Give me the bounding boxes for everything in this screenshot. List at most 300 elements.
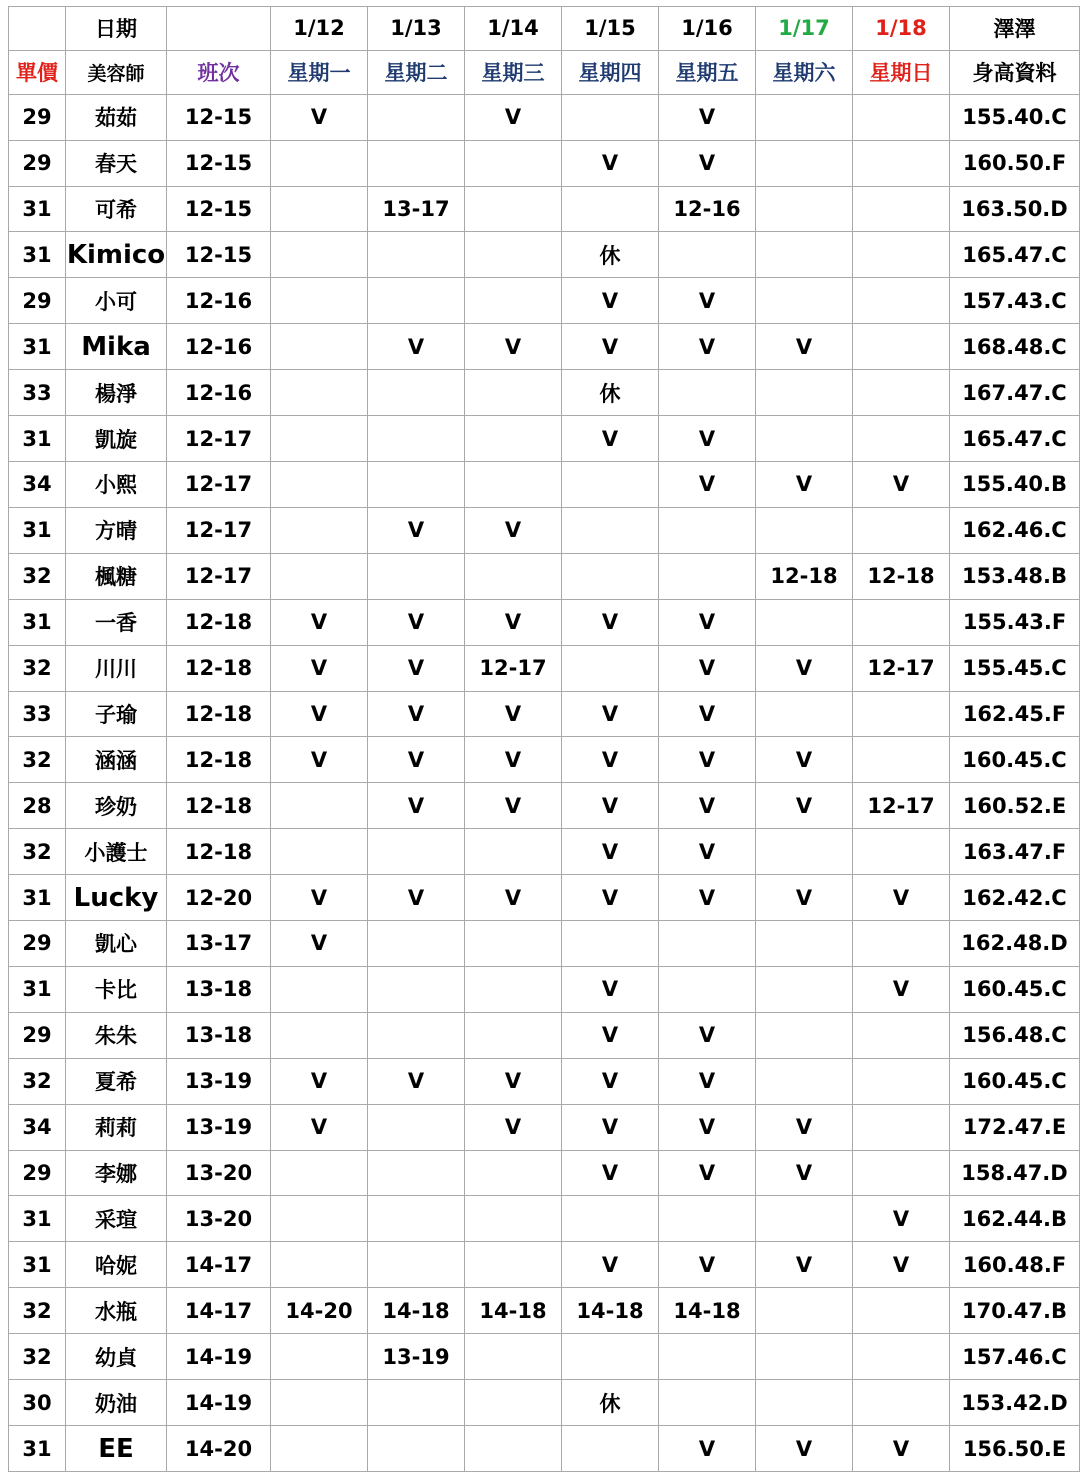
table-row bbox=[9, 1150, 1080, 1196]
stylist-name-cell: 一香 bbox=[66, 599, 167, 645]
height-cell: 167.47.C bbox=[950, 370, 1080, 416]
day-cell: V bbox=[659, 1426, 756, 1472]
day-cell: V bbox=[562, 783, 659, 829]
day-cell: V bbox=[659, 94, 756, 140]
weekday-6: 星期六 bbox=[756, 50, 853, 94]
day-cell bbox=[465, 140, 562, 186]
stylist-name-cell: 小熙 bbox=[66, 461, 167, 507]
price-cell: 28 bbox=[9, 783, 66, 829]
height-cell: 160.52.E bbox=[950, 783, 1080, 829]
day-cell: V bbox=[271, 875, 368, 921]
price-cell: 31 bbox=[9, 232, 66, 278]
table-row bbox=[9, 829, 1080, 875]
day-cell bbox=[368, 553, 465, 599]
day-cell: V bbox=[562, 416, 659, 462]
day-cell: V bbox=[271, 599, 368, 645]
day-cell bbox=[465, 1196, 562, 1242]
day-cell bbox=[756, 691, 853, 737]
price-cell: 34 bbox=[9, 461, 66, 507]
day-cell bbox=[562, 94, 659, 140]
table-row bbox=[9, 1334, 1080, 1380]
day-cell bbox=[756, 599, 853, 645]
shift-cell: 12-15 bbox=[167, 140, 271, 186]
stylist-name-cell: 哈妮 bbox=[66, 1242, 167, 1288]
day-cell: V bbox=[756, 1150, 853, 1196]
table-row bbox=[9, 966, 1080, 1012]
day-cell: V bbox=[465, 1104, 562, 1150]
day-cell bbox=[659, 921, 756, 967]
day-cell bbox=[271, 1150, 368, 1196]
stylist-name-cell: 楓糖 bbox=[66, 553, 167, 599]
price-cell: 31 bbox=[9, 324, 66, 370]
day-cell bbox=[368, 1380, 465, 1426]
price-cell: 31 bbox=[9, 599, 66, 645]
weekday-2: 星期二 bbox=[368, 50, 465, 94]
table-row bbox=[9, 507, 1080, 553]
day-cell bbox=[271, 1334, 368, 1380]
day-cell: V bbox=[562, 278, 659, 324]
day-cell bbox=[271, 1380, 368, 1426]
stylist-label: 美容師 bbox=[66, 50, 167, 94]
day-cell bbox=[853, 599, 950, 645]
day-cell bbox=[271, 232, 368, 278]
day-cell: V bbox=[562, 1242, 659, 1288]
day-cell bbox=[659, 1380, 756, 1426]
date-3: 1/14 bbox=[465, 7, 562, 51]
shift-cell: 12-18 bbox=[167, 645, 271, 691]
day-cell bbox=[562, 507, 659, 553]
price-cell: 32 bbox=[9, 829, 66, 875]
shift-cell: 12-18 bbox=[167, 783, 271, 829]
stylist-name-cell: 李娜 bbox=[66, 1150, 167, 1196]
weekday-3: 星期三 bbox=[465, 50, 562, 94]
day-cell: V bbox=[271, 94, 368, 140]
day-cell bbox=[271, 416, 368, 462]
day-cell bbox=[562, 461, 659, 507]
day-cell bbox=[271, 829, 368, 875]
day-cell: 12-18 bbox=[756, 553, 853, 599]
header-blank-cell bbox=[9, 7, 66, 51]
height-cell: 160.45.C bbox=[950, 966, 1080, 1012]
shift-cell: 13-17 bbox=[167, 921, 271, 967]
day-cell bbox=[562, 186, 659, 232]
day-cell: V bbox=[659, 875, 756, 921]
height-cell: 162.44.B bbox=[950, 1196, 1080, 1242]
date-2: 1/13 bbox=[368, 7, 465, 51]
day-cell bbox=[756, 416, 853, 462]
height-cell: 162.45.F bbox=[950, 691, 1080, 737]
day-cell bbox=[271, 783, 368, 829]
day-cell bbox=[465, 1380, 562, 1426]
stylist-name-cell: 水瓶 bbox=[66, 1288, 167, 1334]
day-cell bbox=[465, 461, 562, 507]
day-cell: V bbox=[562, 1058, 659, 1104]
day-cell: V bbox=[853, 1196, 950, 1242]
height-cell: 157.46.C bbox=[950, 1334, 1080, 1380]
stylist-name-cell: EE bbox=[66, 1426, 167, 1472]
day-cell: 12-17 bbox=[465, 645, 562, 691]
day-off-cell: 休 bbox=[562, 232, 659, 278]
day-cell bbox=[368, 278, 465, 324]
day-cell: 13-17 bbox=[368, 186, 465, 232]
day-cell bbox=[465, 186, 562, 232]
height-cell: 155.40.B bbox=[950, 461, 1080, 507]
height-cell: 168.48.C bbox=[950, 324, 1080, 370]
day-cell bbox=[756, 1012, 853, 1058]
price-cell: 29 bbox=[9, 278, 66, 324]
day-cell: V bbox=[368, 783, 465, 829]
day-cell bbox=[756, 829, 853, 875]
date-4: 1/15 bbox=[562, 7, 659, 51]
day-cell: V bbox=[756, 737, 853, 783]
day-cell: V bbox=[659, 599, 756, 645]
price-cell: 33 bbox=[9, 691, 66, 737]
day-cell bbox=[659, 966, 756, 1012]
height-cell: 160.48.F bbox=[950, 1242, 1080, 1288]
table-row bbox=[9, 921, 1080, 967]
day-cell bbox=[465, 232, 562, 278]
day-cell: V bbox=[659, 1242, 756, 1288]
shift-cell: 12-16 bbox=[167, 278, 271, 324]
day-cell: V bbox=[756, 875, 853, 921]
price-cell: 30 bbox=[9, 1380, 66, 1426]
day-cell bbox=[853, 691, 950, 737]
shift-cell: 14-17 bbox=[167, 1288, 271, 1334]
header-row-weekdays bbox=[9, 50, 1080, 94]
day-cell: V bbox=[465, 94, 562, 140]
table-row bbox=[9, 140, 1080, 186]
day-cell: V bbox=[853, 875, 950, 921]
day-cell bbox=[853, 416, 950, 462]
day-cell: V bbox=[562, 140, 659, 186]
day-cell bbox=[465, 1334, 562, 1380]
day-cell: V bbox=[756, 1104, 853, 1150]
height-cell: 157.43.C bbox=[950, 278, 1080, 324]
day-off-cell: 休 bbox=[562, 1380, 659, 1426]
day-cell bbox=[562, 553, 659, 599]
shift-cell: 13-18 bbox=[167, 966, 271, 1012]
day-cell: V bbox=[465, 1058, 562, 1104]
day-cell bbox=[271, 553, 368, 599]
stylist-name-cell: 幼貞 bbox=[66, 1334, 167, 1380]
day-cell bbox=[465, 1150, 562, 1196]
height-cell: 158.47.D bbox=[950, 1150, 1080, 1196]
table-row bbox=[9, 1104, 1080, 1150]
day-cell: V bbox=[465, 691, 562, 737]
day-cell bbox=[465, 1426, 562, 1472]
stylist-name-cell: 奶油 bbox=[66, 1380, 167, 1426]
day-cell: V bbox=[659, 1150, 756, 1196]
day-cell: V bbox=[562, 966, 659, 1012]
day-cell: V bbox=[368, 599, 465, 645]
shift-cell: 12-15 bbox=[167, 232, 271, 278]
shift-cell: 12-20 bbox=[167, 875, 271, 921]
day-cell bbox=[271, 1196, 368, 1242]
table-row bbox=[9, 875, 1080, 921]
day-cell: V bbox=[271, 1058, 368, 1104]
shift-cell: 14-19 bbox=[167, 1334, 271, 1380]
stylist-name-cell: 春天 bbox=[66, 140, 167, 186]
height-cell: 165.47.C bbox=[950, 232, 1080, 278]
day-cell bbox=[853, 1380, 950, 1426]
day-cell bbox=[368, 461, 465, 507]
shift-cell: 12-17 bbox=[167, 553, 271, 599]
day-cell bbox=[756, 1196, 853, 1242]
day-cell: V bbox=[562, 1012, 659, 1058]
price-label: 單價 bbox=[9, 50, 66, 94]
day-cell bbox=[368, 232, 465, 278]
day-cell: V bbox=[659, 691, 756, 737]
weekday-7: 星期日 bbox=[853, 50, 950, 94]
day-cell bbox=[368, 140, 465, 186]
price-cell: 32 bbox=[9, 1334, 66, 1380]
table-row bbox=[9, 1288, 1080, 1334]
table-row bbox=[9, 1380, 1080, 1426]
day-cell bbox=[756, 1288, 853, 1334]
stylist-name-cell: 夏希 bbox=[66, 1058, 167, 1104]
day-cell: 14-18 bbox=[368, 1288, 465, 1334]
price-cell: 31 bbox=[9, 1196, 66, 1242]
day-cell bbox=[853, 829, 950, 875]
table-row bbox=[9, 645, 1080, 691]
height-cell: 170.47.B bbox=[950, 1288, 1080, 1334]
date-5: 1/16 bbox=[659, 7, 756, 51]
day-cell: V bbox=[659, 416, 756, 462]
day-cell: 14-20 bbox=[271, 1288, 368, 1334]
stylist-name-cell: 小可 bbox=[66, 278, 167, 324]
table-row bbox=[9, 370, 1080, 416]
price-cell: 29 bbox=[9, 140, 66, 186]
day-cell bbox=[271, 186, 368, 232]
day-cell: V bbox=[853, 1426, 950, 1472]
price-cell: 31 bbox=[9, 186, 66, 232]
shift-cell: 14-17 bbox=[167, 1242, 271, 1288]
shift-cell: 12-18 bbox=[167, 691, 271, 737]
day-cell bbox=[659, 232, 756, 278]
date-label: 日期 bbox=[66, 7, 167, 51]
day-cell bbox=[756, 507, 853, 553]
price-cell: 31 bbox=[9, 507, 66, 553]
day-cell: V bbox=[756, 645, 853, 691]
shift-cell: 14-20 bbox=[167, 1426, 271, 1472]
day-cell bbox=[853, 1104, 950, 1150]
height-cell: 165.47.C bbox=[950, 416, 1080, 462]
table-row bbox=[9, 278, 1080, 324]
header-blank-cell bbox=[167, 7, 271, 51]
height-cell: 155.40.C bbox=[950, 94, 1080, 140]
day-cell bbox=[659, 370, 756, 416]
day-cell bbox=[465, 1242, 562, 1288]
height-cell: 153.42.D bbox=[950, 1380, 1080, 1426]
day-cell bbox=[465, 1012, 562, 1058]
table-row bbox=[9, 783, 1080, 829]
date-1: 1/12 bbox=[271, 7, 368, 51]
day-cell bbox=[853, 370, 950, 416]
shift-cell: 12-17 bbox=[167, 461, 271, 507]
day-cell bbox=[465, 966, 562, 1012]
day-cell bbox=[465, 921, 562, 967]
date-6: 1/17 bbox=[756, 7, 853, 51]
table-row bbox=[9, 737, 1080, 783]
schedule-table bbox=[8, 6, 1080, 1472]
table-row bbox=[9, 1012, 1080, 1058]
day-cell: V bbox=[756, 324, 853, 370]
day-cell bbox=[271, 140, 368, 186]
shift-cell: 13-18 bbox=[167, 1012, 271, 1058]
height-cell: 162.48.D bbox=[950, 921, 1080, 967]
day-cell bbox=[465, 829, 562, 875]
shift-cell: 12-17 bbox=[167, 416, 271, 462]
stylist-name-cell: Lucky bbox=[66, 875, 167, 921]
weekday-4: 星期四 bbox=[562, 50, 659, 94]
day-cell: V bbox=[368, 507, 465, 553]
day-cell: V bbox=[562, 737, 659, 783]
height-title: 澤澤 bbox=[950, 7, 1080, 51]
day-cell bbox=[853, 278, 950, 324]
day-cell bbox=[853, 1334, 950, 1380]
price-cell: 32 bbox=[9, 553, 66, 599]
height-cell: 156.48.C bbox=[950, 1012, 1080, 1058]
day-cell bbox=[465, 370, 562, 416]
price-cell: 29 bbox=[9, 94, 66, 140]
day-cell: V bbox=[465, 783, 562, 829]
day-cell: V bbox=[465, 507, 562, 553]
day-cell bbox=[368, 1426, 465, 1472]
day-cell bbox=[562, 1426, 659, 1472]
day-cell: V bbox=[562, 829, 659, 875]
day-cell: V bbox=[562, 875, 659, 921]
stylist-name-cell: Mika bbox=[66, 324, 167, 370]
stylist-name-cell: 卡比 bbox=[66, 966, 167, 1012]
day-cell: V bbox=[368, 645, 465, 691]
price-cell: 29 bbox=[9, 1150, 66, 1196]
day-cell bbox=[368, 921, 465, 967]
day-cell: V bbox=[271, 921, 368, 967]
day-cell: V bbox=[271, 1104, 368, 1150]
price-cell: 34 bbox=[9, 1104, 66, 1150]
shift-cell: 14-19 bbox=[167, 1380, 271, 1426]
day-cell: V bbox=[659, 278, 756, 324]
table-row bbox=[9, 232, 1080, 278]
day-cell: V bbox=[659, 324, 756, 370]
day-cell: 12-17 bbox=[853, 783, 950, 829]
price-cell: 32 bbox=[9, 1058, 66, 1104]
day-cell bbox=[853, 1012, 950, 1058]
price-cell: 33 bbox=[9, 370, 66, 416]
day-cell bbox=[853, 737, 950, 783]
day-cell bbox=[368, 370, 465, 416]
day-cell bbox=[853, 324, 950, 370]
height-cell: 162.42.C bbox=[950, 875, 1080, 921]
shift-cell: 12-18 bbox=[167, 737, 271, 783]
day-cell: V bbox=[562, 691, 659, 737]
day-cell bbox=[756, 186, 853, 232]
day-cell bbox=[562, 645, 659, 691]
date-7: 1/18 bbox=[853, 7, 950, 51]
day-cell bbox=[368, 94, 465, 140]
table-row bbox=[9, 599, 1080, 645]
height-label: 身高資料 bbox=[950, 50, 1080, 94]
day-cell: V bbox=[465, 737, 562, 783]
height-cell: 153.48.B bbox=[950, 553, 1080, 599]
height-cell: 160.45.C bbox=[950, 1058, 1080, 1104]
day-cell bbox=[756, 140, 853, 186]
height-cell: 160.50.F bbox=[950, 140, 1080, 186]
day-cell: V bbox=[465, 324, 562, 370]
stylist-name-cell: 莉莉 bbox=[66, 1104, 167, 1150]
day-cell: V bbox=[659, 737, 756, 783]
stylist-name-cell: 珍奶 bbox=[66, 783, 167, 829]
day-cell: V bbox=[368, 875, 465, 921]
table-row bbox=[9, 1196, 1080, 1242]
day-cell bbox=[853, 232, 950, 278]
day-cell bbox=[465, 553, 562, 599]
day-cell: V bbox=[853, 1242, 950, 1288]
stylist-name-cell: 可希 bbox=[66, 186, 167, 232]
day-cell bbox=[659, 1196, 756, 1242]
day-cell: 12-17 bbox=[853, 645, 950, 691]
day-cell: V bbox=[271, 645, 368, 691]
stylist-name-cell: 朱朱 bbox=[66, 1012, 167, 1058]
shift-cell: 13-20 bbox=[167, 1196, 271, 1242]
shift-cell: 13-19 bbox=[167, 1058, 271, 1104]
stylist-name-cell: Kimico bbox=[66, 232, 167, 278]
day-cell bbox=[368, 1012, 465, 1058]
shift-cell: 12-15 bbox=[167, 94, 271, 140]
day-cell: V bbox=[756, 461, 853, 507]
day-cell bbox=[465, 278, 562, 324]
day-cell: V bbox=[853, 966, 950, 1012]
day-cell: V bbox=[659, 140, 756, 186]
height-cell: 163.47.F bbox=[950, 829, 1080, 875]
stylist-name-cell: 凱心 bbox=[66, 921, 167, 967]
day-cell: V bbox=[271, 737, 368, 783]
day-cell: V bbox=[562, 1150, 659, 1196]
day-cell: V bbox=[853, 461, 950, 507]
day-cell: V bbox=[659, 1012, 756, 1058]
day-cell: V bbox=[659, 829, 756, 875]
day-cell bbox=[271, 966, 368, 1012]
table-row bbox=[9, 1242, 1080, 1288]
table-row bbox=[9, 186, 1080, 232]
day-cell bbox=[853, 140, 950, 186]
table-row bbox=[9, 553, 1080, 599]
day-cell: V bbox=[756, 1242, 853, 1288]
table-row bbox=[9, 94, 1080, 140]
day-cell: V bbox=[659, 645, 756, 691]
day-cell: V bbox=[659, 1058, 756, 1104]
price-cell: 29 bbox=[9, 1012, 66, 1058]
day-cell: 13-19 bbox=[368, 1334, 465, 1380]
stylist-name-cell: 涵涵 bbox=[66, 737, 167, 783]
stylist-name-cell: 茹茹 bbox=[66, 94, 167, 140]
day-cell bbox=[271, 278, 368, 324]
table-row bbox=[9, 691, 1080, 737]
day-cell: V bbox=[659, 461, 756, 507]
day-cell bbox=[659, 507, 756, 553]
day-cell: V bbox=[368, 691, 465, 737]
stylist-name-cell: 楊淨 bbox=[66, 370, 167, 416]
day-cell bbox=[853, 507, 950, 553]
day-cell: V bbox=[562, 599, 659, 645]
stylist-name-cell: 凱旋 bbox=[66, 416, 167, 462]
table-row bbox=[9, 416, 1080, 462]
price-cell: 31 bbox=[9, 416, 66, 462]
day-cell bbox=[465, 416, 562, 462]
day-cell bbox=[756, 1380, 853, 1426]
day-cell bbox=[368, 966, 465, 1012]
price-cell: 31 bbox=[9, 966, 66, 1012]
